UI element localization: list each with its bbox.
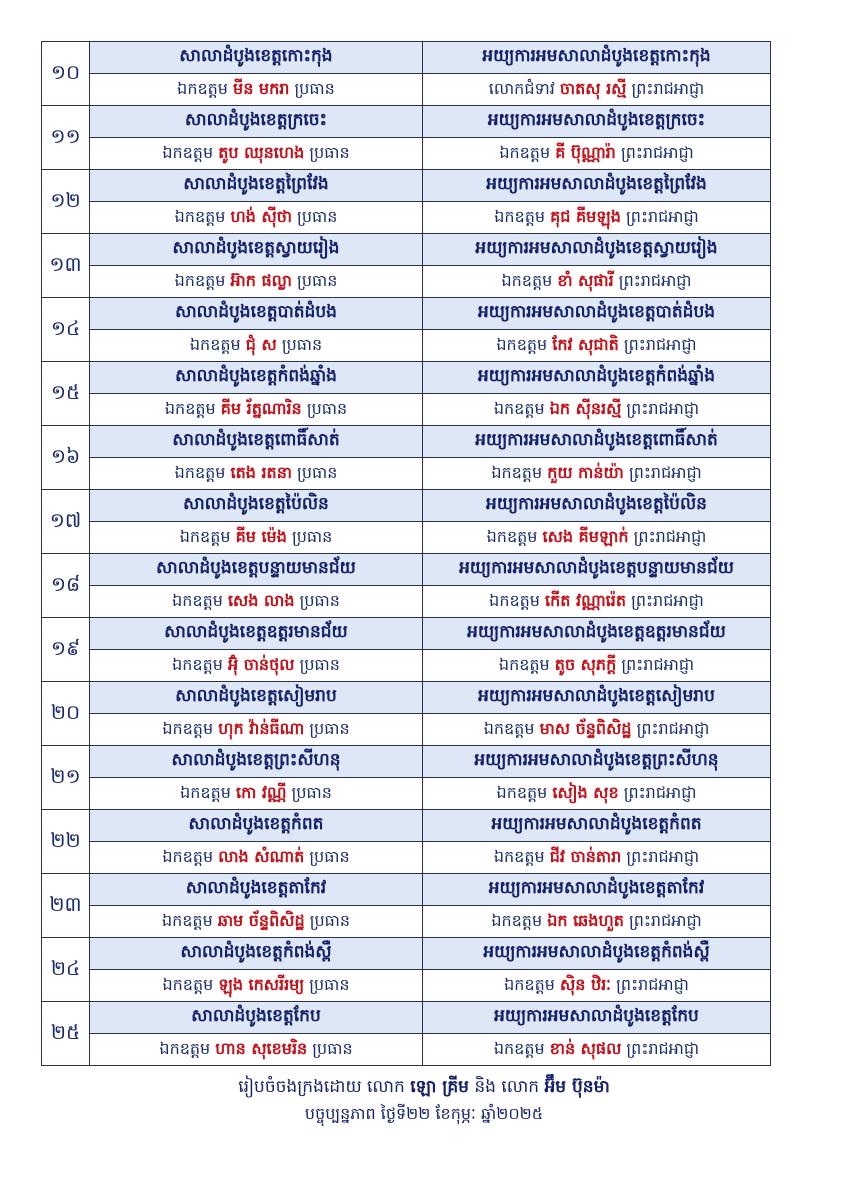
role-label: ព្រះរាជអាជ្ញា	[626, 1038, 700, 1058]
official-names-row	[42, 906, 771, 938]
role-label: ព្រះរាជអាជ្ញា	[626, 398, 700, 418]
official-names-row	[42, 586, 771, 618]
prosecutor-name: សៀង សុខ	[552, 782, 619, 802]
court-title-row	[42, 874, 771, 906]
court-title: សាលាដំបូងខេត្តស្វាយរៀង	[90, 234, 423, 266]
prosecution-title: អយ្យការអមសាលាដំបូងខេត្តសៀមរាប	[423, 682, 771, 714]
prosecutor-cell	[423, 522, 771, 554]
prosecutor-name: ចាតសុ រស្មី	[559, 78, 627, 98]
role-label: ព្រះរាជអាជ្ញា	[631, 590, 704, 610]
role-label: ប្រធាន	[297, 462, 338, 482]
court-title: សាលាដំបូងខេត្តព្រៃវែង	[90, 170, 423, 202]
honorific: ឯកឧត្តម	[499, 142, 551, 162]
prosecution-title: អយ្យការអមសាលាដំបូងខេត្តបាត់ដំបង	[423, 298, 771, 330]
court-president-name: លាង សំណាត់	[218, 846, 305, 866]
row-number: ២៤	[42, 938, 90, 1002]
role-label: ប្រធាន	[291, 782, 332, 802]
court-president-name: តូប ឈុនហេង	[218, 142, 305, 162]
court-title: សាលាដំបូងខេត្តកែប	[90, 1002, 423, 1034]
honorific: ឯកឧត្តម	[162, 142, 214, 162]
row-number: ២១	[42, 746, 90, 810]
court-title-row	[42, 426, 771, 458]
row-number: ១៥	[42, 362, 90, 426]
honorific: ឯកឧត្តម	[172, 590, 223, 610]
role-label: ព្រះរាជអាជ្ញា	[628, 910, 702, 930]
honorific: ឯកឧត្តម	[172, 654, 223, 674]
court-president-name: ហុក វ៉ាន់ធីណា	[218, 718, 305, 738]
prosecutor-name: មាស ច័ន្ទពិសិដ្ឋ	[539, 718, 632, 738]
court-title-row	[42, 810, 771, 842]
role-label: ព្រះរាជអាជ្ញា	[621, 654, 695, 674]
court-title-row	[42, 106, 771, 138]
role-label: ប្រធាន	[294, 78, 335, 98]
court-president-cell	[90, 394, 423, 426]
prosecutor-cell	[423, 650, 771, 682]
court-title-row	[42, 298, 771, 330]
court-title: សាលាដំបូងខេត្តកំពង់ស្ពឺ	[90, 938, 423, 970]
officials-table	[41, 41, 771, 1066]
court-title: សាលាដំបូងខេត្តកោះកុង	[90, 42, 423, 74]
court-president-name: ឡុង កេសរីរម្យ	[218, 974, 305, 994]
official-names-row	[42, 74, 771, 106]
prosecutor-cell	[423, 970, 771, 1002]
court-president-name: អ៊ុំ ចាន់ថុល	[227, 654, 295, 674]
prosecutor-cell	[423, 394, 771, 426]
prosecutor-name: ជីវ ចាន់តារា	[549, 846, 622, 866]
prosecutor-cell	[423, 138, 771, 170]
role-label: ព្រះរាជអាជ្ញា	[631, 78, 705, 98]
prosecutor-cell	[423, 842, 771, 874]
prosecutor-name: កែវ សុជាតិ	[552, 334, 619, 354]
honorific: ឯកឧត្តម	[483, 718, 535, 738]
row-number: ១៨	[42, 554, 90, 618]
honorific: លោកជំទាវ	[488, 78, 555, 98]
court-president-name: មីន មករា	[233, 78, 290, 98]
prosecutor-cell	[423, 74, 771, 106]
honorific: ឯកឧត្តម	[496, 782, 548, 802]
row-number: ២០	[42, 682, 90, 746]
compiled-by-line	[0, 1076, 848, 1101]
prosecution-title: អយ្យការអមសាលាដំបូងខេត្តព្រះសីហនុ	[423, 746, 771, 778]
role-label: ប្រធាន	[291, 526, 333, 546]
role-label: ព្រះរាជអាជ្ញា	[618, 270, 692, 290]
court-president-cell	[90, 1034, 423, 1066]
compiled-by-label: រៀបចំចងក្រងដោយ លោក	[238, 1077, 405, 1097]
prosecutor-name: ខាន់ សុផល	[549, 1038, 622, 1058]
court-president-cell	[90, 842, 423, 874]
prosecutor-cell	[423, 714, 771, 746]
court-president-cell	[90, 138, 423, 170]
official-names-row	[42, 1034, 771, 1066]
court-title-row	[42, 42, 771, 74]
court-president-name: ហាន សុខេមរិន	[215, 1038, 308, 1058]
prosecutor-name: ឯក ស៊ីនរស្មី	[549, 398, 622, 418]
prosecutor-cell	[423, 266, 771, 298]
official-names-row	[42, 202, 771, 234]
role-label: ព្រះរាជអាជ្ញា	[626, 206, 699, 226]
row-number: ១០	[42, 42, 90, 106]
role-label: ព្រះរាជអាជ្ញា	[620, 142, 694, 162]
prosecution-title: អយ្យការអមសាលាដំបូងខេត្តព្រៃវែង	[423, 170, 771, 202]
prosecutor-cell	[423, 906, 771, 938]
row-number: ២៣	[42, 874, 90, 938]
prosecution-title: អយ្យការអមសាលាដំបូងខេត្តបន្ទាយមានជ័យ	[423, 554, 771, 586]
role-label: ប្រធាន	[312, 1038, 353, 1058]
official-names-row	[42, 778, 771, 810]
court-title: សាលាដំបូងខេត្តសៀមរាប	[90, 682, 423, 714]
official-names-row	[42, 842, 771, 874]
court-president-cell	[90, 970, 423, 1002]
official-names-row	[42, 458, 771, 490]
court-title: សាលាដំបូងខេត្តក្រចេះ	[90, 106, 423, 138]
role-label: ព្រះរាជអាជ្ញា	[636, 718, 710, 738]
updated-date-line: បច្ចុប្បន្នភាព ថ្ងៃទី២២ ខែកុម្ភៈ ឆ្នាំ២០២៥	[304, 1104, 544, 1123]
court-title: សាលាដំបូងខេត្តតាកែវ	[90, 874, 423, 906]
court-president-cell	[90, 522, 423, 554]
prosecutor-name: ខាំ សុផារី	[557, 270, 614, 290]
honorific: ឯកឧត្តម	[174, 206, 226, 226]
court-president-cell	[90, 458, 423, 490]
honorific: ឯកឧត្តម	[162, 974, 214, 994]
court-title-row	[42, 554, 771, 586]
role-label: ព្រះរាជអាជ្ញា	[628, 462, 702, 482]
row-number: ១៦	[42, 426, 90, 490]
row-number: ១៣	[42, 234, 90, 298]
prosecution-title: អយ្យការអមសាលាដំបូងខេត្តស្វាយរៀង	[423, 234, 771, 266]
honorific: ឯកឧត្តម	[189, 334, 241, 354]
honorific: ឯកឧត្តម	[494, 206, 546, 226]
honorific: ឯកឧត្តម	[174, 270, 226, 290]
prosecutor-name: ឯក ឆេងហួត	[547, 910, 624, 930]
court-title: សាលាដំបូងខេត្តព្រះសីហនុ	[90, 746, 423, 778]
honorific: ឯកឧត្តម	[179, 526, 231, 546]
role-label: ប្រធាន	[299, 654, 340, 674]
prosecution-title: អយ្យការអមសាលាដំបូងខេត្តកំពត	[423, 810, 771, 842]
court-president-cell	[90, 266, 423, 298]
role-label: ប្រធាន	[309, 910, 351, 930]
prosecutor-cell	[423, 778, 771, 810]
court-title: សាលាដំបូងខេត្តបាត់ដំបង	[90, 298, 423, 330]
row-number: ១៧	[42, 490, 90, 554]
prosecutor-name: ស៊ិន ឋិរៈ	[559, 974, 612, 994]
court-president-name: ហង់ ស៊ីថា	[230, 206, 292, 226]
honorific: ឯកឧត្តម	[177, 78, 228, 98]
court-title-row	[42, 746, 771, 778]
court-title: សាលាដំបូងខេត្តកំពង់ឆ្នាំង	[90, 362, 423, 394]
prosecutor-cell	[423, 202, 771, 234]
court-president-cell	[90, 330, 423, 362]
court-president-name: សេង លាង	[227, 590, 295, 610]
honorific: ឯកឧត្តម	[491, 462, 543, 482]
official-names-row	[42, 714, 771, 746]
compiler-name-2: អ៊ឹម ប៊ុនម៉ា	[544, 1077, 610, 1097]
court-title: សាលាដំបូងខេត្តពោធិ៍សាត់	[90, 426, 423, 458]
court-title-row	[42, 170, 771, 202]
court-president-name: គីម រ័ត្នណារិន	[220, 398, 302, 418]
compiled-by-conjunction: និង លោក	[474, 1077, 540, 1097]
court-president-cell	[90, 778, 423, 810]
court-president-cell	[90, 202, 423, 234]
court-president-name: ឆាម ច័ន្ទពិសិដ្ឋ	[217, 910, 305, 930]
role-label: ប្រធាន	[309, 142, 350, 162]
role-label: ប្រធាន	[309, 718, 350, 738]
role-label: ព្រះរាជអាជ្ញា	[616, 974, 689, 994]
court-president-cell	[90, 906, 423, 938]
honorific: ឯកឧត្តម	[491, 910, 543, 930]
official-names-row	[42, 266, 771, 298]
court-president-cell	[90, 714, 423, 746]
court-title: សាលាដំបូងខេត្តកំពត	[90, 810, 423, 842]
court-president-name: អ៊ាក ផល្លា	[230, 270, 292, 290]
row-number: ១៩	[42, 618, 90, 682]
role-label: ព្រះរាជអាជ្ញា	[626, 846, 700, 866]
prosecution-title: អយ្យការអមសាលាដំបូងខេត្តពោធិ៍សាត់	[423, 426, 771, 458]
prosecutor-cell	[423, 586, 771, 618]
prosecution-title: អយ្យការអមសាលាដំបូងខេត្តកែប	[423, 1002, 771, 1034]
official-names-row	[42, 394, 771, 426]
honorific: ឯកឧត្តម	[501, 270, 553, 290]
officials-table-wrapper	[41, 41, 769, 1066]
court-title-row	[42, 618, 771, 650]
court-title-row	[42, 362, 771, 394]
honorific: ឯកឧត្តម	[486, 526, 538, 546]
court-title: សាលាដំបូងខេត្តបន្ទាយមានជ័យ	[90, 554, 423, 586]
role-label: ប្រធាន	[297, 206, 338, 226]
official-names-row	[42, 330, 771, 362]
role-label: ប្រធាន	[309, 846, 350, 866]
prosecutor-name: គុជ គីមឡុង	[550, 206, 621, 226]
role-label: ព្រះរាជអាជ្ញា	[623, 782, 697, 802]
role-label: ព្រះរាជអាជ្ញា	[623, 334, 697, 354]
row-number: ១២	[42, 170, 90, 234]
honorific: ឯកឧត្តម	[489, 590, 540, 610]
honorific: ឯកឧត្តម	[498, 654, 550, 674]
official-names-row	[42, 522, 771, 554]
role-label: ព្រះរាជអាជ្ញា	[633, 526, 707, 546]
role-label: ប្រធាន	[299, 590, 340, 610]
court-president-name: កោ វណ្ណី	[235, 782, 287, 802]
prosecution-title: អយ្យការអមសាលាដំបូងខេត្តកំពង់ឆ្នាំង	[423, 362, 771, 394]
prosecutor-cell	[423, 330, 771, 362]
court-president-name: ជុំ ស	[245, 334, 277, 354]
court-president-cell	[90, 650, 423, 682]
prosecutor-name: កួយ កាន់យ៉ា	[547, 462, 624, 482]
officials-table-body	[42, 42, 771, 1066]
compiler-name-1: ឡោ គ្រីម	[410, 1077, 469, 1097]
role-label: ប្រធាន	[306, 398, 348, 418]
role-label: ប្រធាន	[281, 334, 323, 354]
honorific: ឯកឧត្តម	[496, 334, 548, 354]
court-president-name: តេង រតនា	[230, 462, 292, 482]
court-title: សាលាដំបូងខេត្តឧត្តរមានជ័យ	[90, 618, 423, 650]
prosecutor-cell	[423, 458, 771, 490]
prosecutor-name: គី ប៊ុណ្ណារ៉ា	[555, 142, 616, 162]
court-title-row	[42, 1002, 771, 1034]
honorific: ឯកឧត្តម	[162, 718, 214, 738]
role-label: ប្រធាន	[309, 974, 350, 994]
prosecution-title: អយ្យការអមសាលាដំបូងខេត្តតាកែវ	[423, 874, 771, 906]
honorific: ឯកឧត្តម	[161, 910, 213, 930]
official-names-row	[42, 138, 771, 170]
honorific: ឯកឧត្តម	[493, 398, 545, 418]
court-president-cell	[90, 586, 423, 618]
court-title-row	[42, 682, 771, 714]
court-president-name: គីម ម៉េង	[235, 526, 287, 546]
prosecutor-name: សេង គីមឡាក់	[542, 526, 629, 546]
prosecution-title: អយ្យការអមសាលាដំបូងខេត្តកំពង់ស្ពឺ	[423, 938, 771, 970]
court-title-row	[42, 490, 771, 522]
court-title-row	[42, 938, 771, 970]
prosecution-title: អយ្យការអមសាលាដំបូងខេត្តប៉ៃលិន	[423, 490, 771, 522]
role-label: ប្រធាន	[297, 270, 338, 290]
prosecution-title: អយ្យការអមសាលាដំបូងខេត្តឧត្តរមានជ័យ	[423, 618, 771, 650]
honorific: ឯកឧត្តម	[162, 846, 214, 866]
official-names-row	[42, 650, 771, 682]
court-title: សាលាដំបូងខេត្តប៉ៃលិន	[90, 490, 423, 522]
prosecutor-name: តូច សុភក្តី	[554, 654, 617, 674]
official-names-row	[42, 970, 771, 1002]
honorific: ឯកឧត្តម	[180, 782, 231, 802]
honorific: ឯកឧត្តម	[493, 1038, 545, 1058]
prosecution-title: អយ្យការអមសាលាដំបូងខេត្តកោះកុង	[423, 42, 771, 74]
row-number: ២៥	[42, 1002, 90, 1066]
honorific: ឯកឧត្តម	[164, 398, 216, 418]
honorific: ឯកឧត្តម	[159, 1038, 211, 1058]
honorific: ឯកឧត្តម	[174, 462, 226, 482]
honorific: ឯកឧត្តម	[493, 846, 545, 866]
prosecutor-cell	[423, 1034, 771, 1066]
row-number: ១១	[42, 106, 90, 170]
prosecutor-name: កើត វណ្ណារ៉េត	[545, 590, 626, 610]
court-title-row	[42, 234, 771, 266]
row-number: ១៤	[42, 298, 90, 362]
row-number: ២២	[42, 810, 90, 874]
prosecution-title: អយ្យការអមសាលាដំបូងខេត្តក្រចេះ	[423, 106, 771, 138]
court-president-cell	[90, 74, 423, 106]
honorific: ឯកឧត្តម	[504, 974, 555, 994]
